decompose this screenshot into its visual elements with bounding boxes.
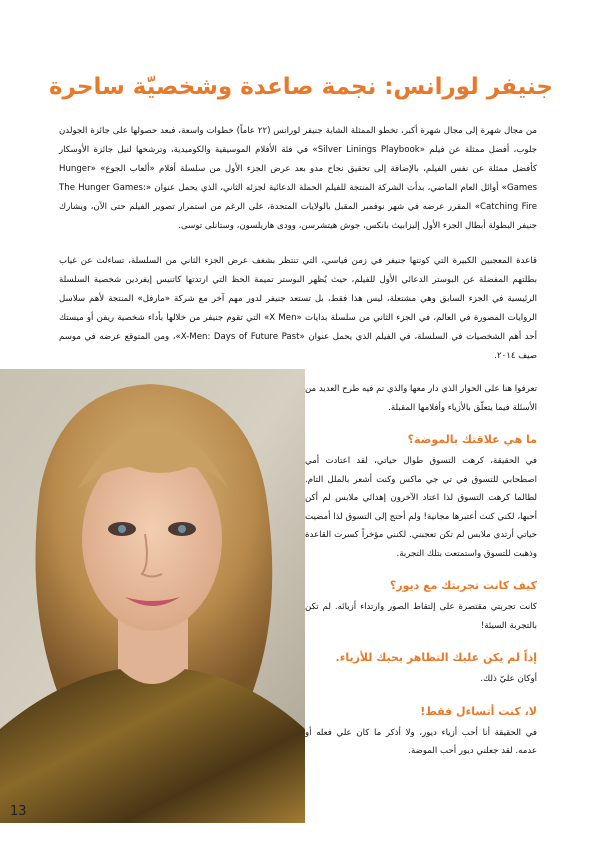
interview-intro: تعرفوا هنا على الحوار الذي دار معها والذي تم فيه طرح العديد من الأسئلة فيما يتعلّق بالأزياء وأفلامها المقبلة. (305, 384, 537, 413)
question-heading: لا، كنت أتساءل فقط! (420, 704, 537, 718)
page-number: 13 (10, 804, 27, 819)
qa-item (305, 431, 537, 563)
qa-item (305, 649, 537, 689)
intro-paragraph: من مجال شهرة إلى مجال شهرة أكبر، تخطو الممثلة الشابة جنيفر لورانس (٢٢ عاماً) خطوات واسعة، فبعد حصولها على جائزة الجولدن جلوب، أفضل ممثلة عن فيلم «Silver Linings Playbook» في فئة الأفلام الموسيقية والكوميدية، وترشحها لنيل جائزة الأوسكار كأفضل ممثلة عن نفس الفيلم، بالإضافة إلى تحقيق نجاح مدو بعد عرض الجزء الأول من سلسلة أفلام «ألعاب الجوع» «Hunger Games» أوائل العام الماضي، بدأت الشركة المنتجة للفيلم الحملة الدعائية لجزئه الثاني، الذي يحمل عنوان «The Hunger Games: Catching Fire» المقرر عرضه في شهر نوفمبر المقبل بالولايات المتحدة، على الرغم من استمرار تصوير الفيلم حتى الآن، ويشارك جنيفر البطولة أبطال الجزء الأول إليزابيث بانكس، جوش هيتشرسن، وودى هاريلسون، وستانلى توسى. (59, 126, 537, 231)
question-heading: إذاً لم يكن عليك التظاهر بحبك للأزياء. (335, 651, 537, 664)
second-paragraph: قاعدة المعجبين الكبيرة التي كونتها جنيفر في زمن قياسي، التي تنتظر بشغف عرض الجزء الثاني من السلسلة، تساءلت عن غياب بطلتهم المفضلة عن البوستر الدعائي الأول للفيلم، حيث يُظهر البوستر تميمة الحظ التي ارتدتها كاتنيس إيفردين شخصية السلسلة الرئيسية في الجزء السابق وهي مشتعلة، ليس هذا فقط، بل تستعد جنيفر لدور مهم آخر مع شركة «مارفل» المنتجة لأهم سلاسل الروايات المصورة في العالم، في الجزء الثاني من سلسلة بدايات «X Men» التي تقوم جنيفر من خلالها بأداء شخصية ريفن أو ميستك أحد أهم الشخصيات في السلسلة، في الفيلم الذي يحمل عنوان «X-Men: Days of Future Past»، ومن المتوقع عرضه في موسم صيف ٢٠١٤. (59, 256, 537, 361)
qa-item (305, 577, 537, 635)
answer-text: أوكان عليّ ذلك. (480, 674, 537, 684)
question-heading: ما هي علاقتك بالموضة؟ (407, 433, 537, 446)
qa-item (305, 703, 537, 761)
answer-text: في الحقيقة أنا أحب أزياء ديور، ولا أذكر ما كان علي فعله أو عدمه. لقد جعلني ديور أحب الموضة. (305, 727, 537, 756)
answer-text: في الحقيقة، كرهت التسوق طوال حياتي، لقد اعتادت أمي اصطحابي للتسوق في تي جي ماكس وكنت أشعر بالملل التام. لطالما كرهت التسوق لذا اعتاد الآخرون إهدائي ملابس لم أكن أحبها، لكني كنت أعتبرها مجانية! ولم أحتج إلى التسوق لذا أمضيت حياتي أرتدي ملابس لم تكن تعجبني. لكنني مؤخراً كسرت القاعدة وذهبت للتسوق واستمتعت بتلك التجربة. (305, 456, 537, 559)
question-heading: كيف كانت تجربتك مع ديور؟ (389, 579, 537, 592)
interview-section (305, 380, 537, 761)
answer-text: كانت تجربتي مقتصرة على إلتقاط الصور وارتداء أزيائه. لم تكن بالتجربة السيئة! (305, 602, 537, 631)
article-title: جنيفر لورانس: نجمة صاعدة وشخصيّة ساحرة (48, 74, 553, 100)
portrait-photo (0, 369, 305, 823)
